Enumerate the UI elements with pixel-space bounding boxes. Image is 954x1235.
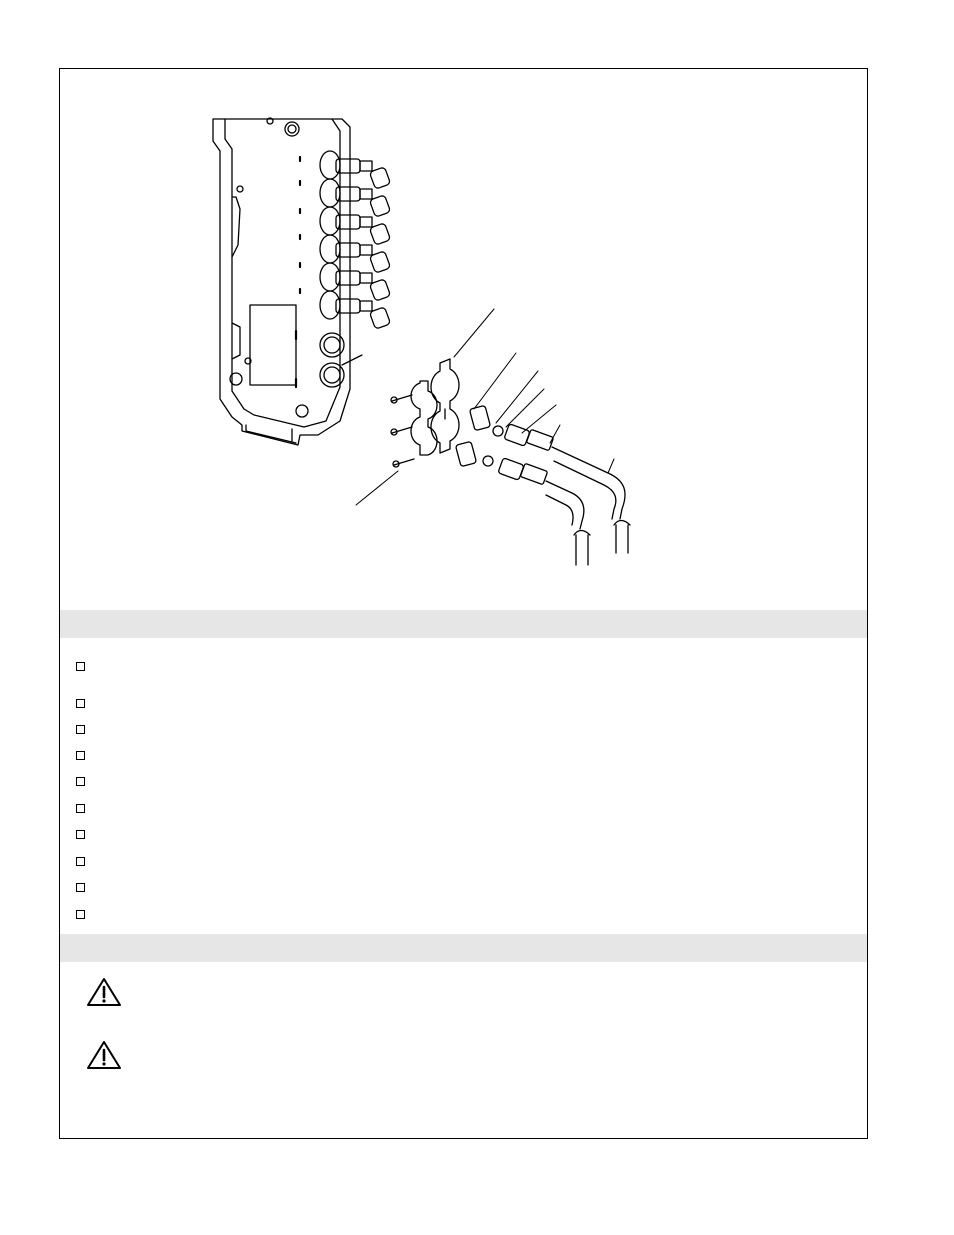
fittings xyxy=(455,405,503,466)
warning-item xyxy=(86,977,134,1007)
checklist-item xyxy=(76,880,95,894)
checklist-band xyxy=(60,610,867,638)
warnings-band xyxy=(60,934,867,962)
checklist-item xyxy=(76,854,95,868)
checklist-item xyxy=(76,827,95,841)
warning-triangle-icon xyxy=(86,977,122,1007)
checkbox-icon[interactable] xyxy=(76,777,85,786)
control-box xyxy=(213,118,350,445)
checklist-item xyxy=(76,748,95,762)
checkbox-icon[interactable] xyxy=(76,699,85,708)
warning-triangle-icon xyxy=(86,1040,122,1070)
checkbox-icon[interactable] xyxy=(76,883,85,892)
checklist-item xyxy=(76,907,95,921)
checkbox-icon[interactable] xyxy=(76,804,85,813)
installation-illustration xyxy=(60,69,867,609)
checklist-item xyxy=(76,722,95,736)
checkbox-icon[interactable] xyxy=(76,725,85,734)
checkbox-icon[interactable] xyxy=(76,830,85,839)
checklist-item xyxy=(76,801,95,815)
hoses xyxy=(498,424,630,565)
page-frame xyxy=(59,68,868,1139)
checkbox-icon[interactable] xyxy=(76,910,85,919)
checklist-item xyxy=(76,696,95,710)
warnings-title xyxy=(60,940,74,956)
checkbox-icon[interactable] xyxy=(76,857,85,866)
warning-item xyxy=(86,1040,134,1070)
checklist-title xyxy=(60,616,74,632)
checkbox-icon[interactable] xyxy=(76,751,85,760)
checklist-item xyxy=(76,659,95,673)
outlet-ports xyxy=(320,151,391,387)
checkbox-icon[interactable] xyxy=(76,662,85,671)
checklist-item xyxy=(76,774,95,788)
mounting-bracket xyxy=(411,359,459,455)
